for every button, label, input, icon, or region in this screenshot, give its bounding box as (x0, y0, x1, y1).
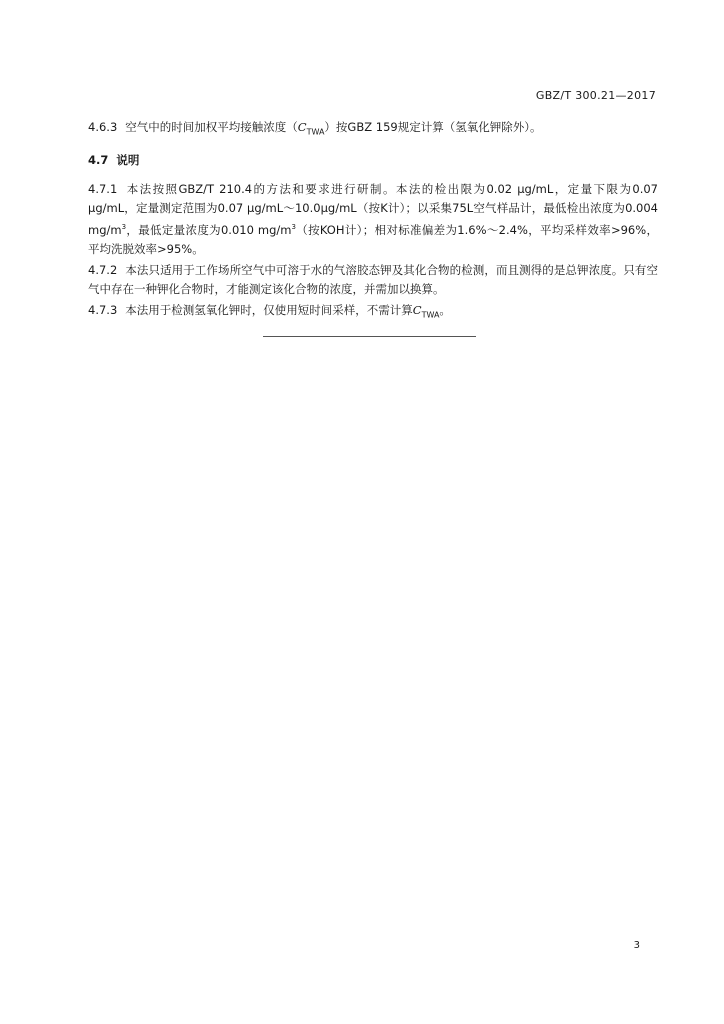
clause-text: ）按GBZ 159规定计算（氢氧化钾除外）。 (324, 120, 542, 134)
clause-text: ，最低定量浓度为0.010 mg/m (126, 223, 292, 238)
clause-number: 4.7.3 (88, 303, 118, 318)
clause-4-7-2 (88, 261, 658, 299)
document-body (88, 118, 658, 326)
twa-symbol: C (412, 303, 422, 318)
twa-subscript: TWA (306, 127, 325, 137)
clause-4-7-1 (88, 180, 658, 259)
section-4-7-heading (88, 151, 658, 170)
cubic-superscript: 3 (291, 223, 296, 232)
page-number: 3 (633, 940, 640, 951)
clause-4-7-3 (88, 301, 658, 324)
cubic-superscript: 3 (121, 223, 127, 232)
clause-text: 本法用于检测氢氧化钾时，仅使用短时间采样，不需计算 (125, 303, 413, 318)
twa-symbol: C (297, 120, 307, 134)
clause-text: 空气中的时间加权平均接触浓度（ (125, 120, 298, 134)
section-number: 4.7 (88, 153, 109, 168)
end-divider-line (263, 336, 476, 337)
section-title: 说明 (116, 153, 140, 168)
clause-text: 本法按照GBZ/T 210.4的方法和要求进行研制。本法的检出限为0.02 μg/mL，定量下限为0.07 μg/mL，定量测定范围为0.07 μg/mL～10.0μg/mL（按K计）；以采集75L空气样品计，最低检出浓度为0.004 mg/m (88, 182, 658, 238)
twa-subscript: TWA (421, 310, 440, 320)
clause-text: 。 (439, 303, 451, 318)
clause-number: 4.7.2 (88, 263, 118, 278)
clause-number: 4.6.3 (88, 120, 118, 134)
document-code: GBZ/T 300.21—2017 (535, 89, 656, 102)
clause-4-6-3 (88, 118, 658, 141)
clause-number: 4.7.1 (88, 182, 118, 197)
clause-text: （按KOH计）；相对标准偏差为1.6%～2.4%，平均采样效率>96%，平均洗脱效率>95%。 (88, 223, 658, 257)
clause-text: 本法只适用于工作场所空气中可溶于水的气溶胶态钾及其化合物的检测，而且测得的是总钾浓度。只有空气中存在一种钾化合物时，才能测定该化合物的浓度，并需加以换算。 (88, 263, 658, 297)
